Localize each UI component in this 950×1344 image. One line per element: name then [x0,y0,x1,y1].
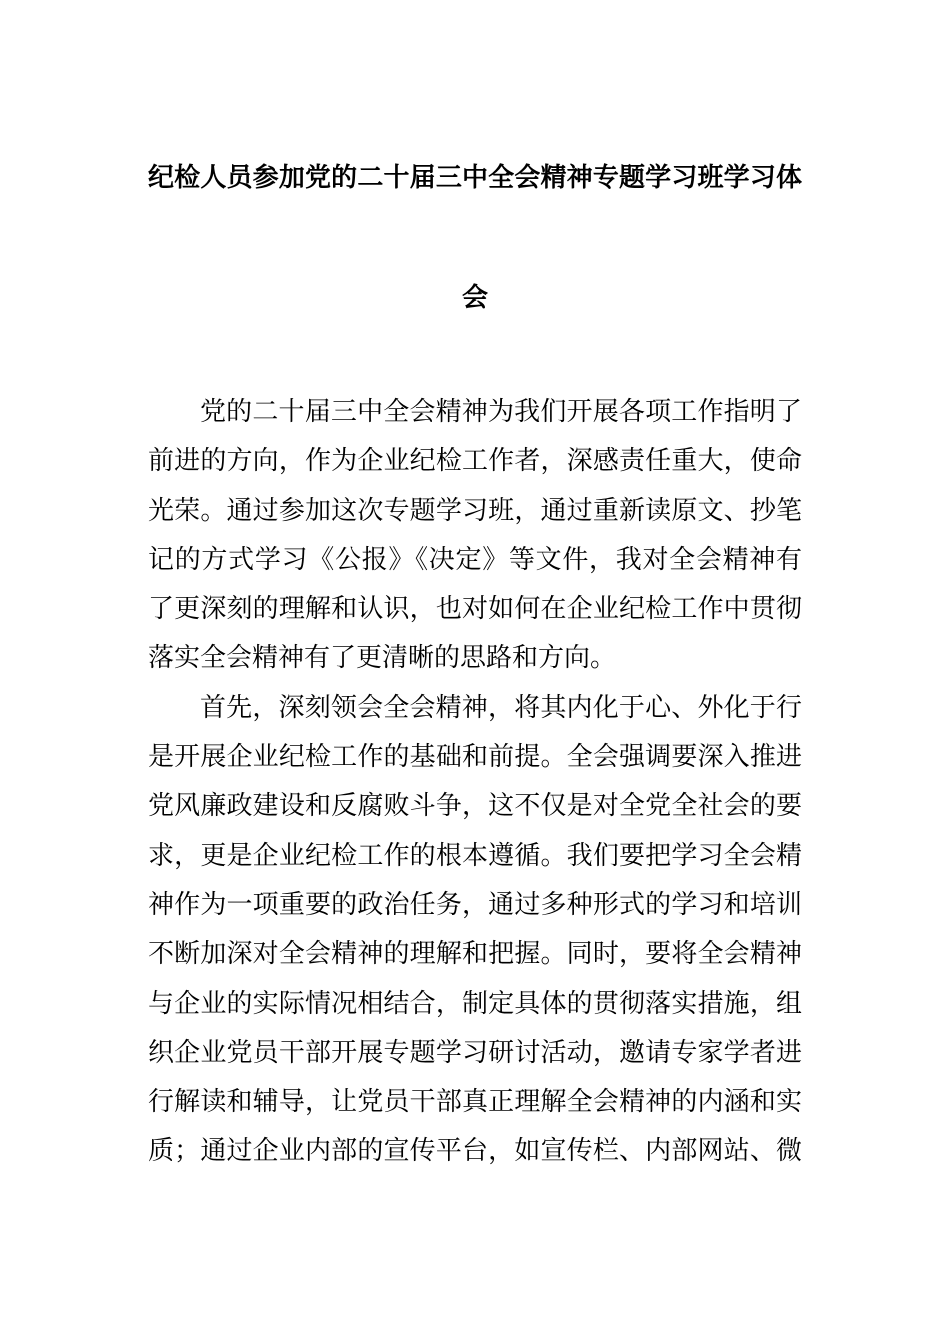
paragraph-line: 与企业的实际情况相结合，制定具体的贯彻落实措施，组 [148,988,802,1019]
paragraph-line: 求，更是企业纪检工作的根本遵循。我们要把学习全会精 [148,840,802,871]
paragraph-line: 记的方式学习《公报》《决定》等文件，我对全会精神有 [148,544,802,575]
paragraph-line: 质；通过企业内部的宣传平台，如宣传栏、内部网站、微 [148,1136,802,1167]
paragraph-line: 党的二十届三中全会精神为我们开展各项工作指明了 [200,397,802,427]
paragraph-1 [148,388,802,684]
paragraph-line: 了更深刻的理解和认识，也对如何在企业纪检工作中贯彻 [148,594,802,625]
document-title-line-2: 会 [461,283,488,313]
paragraph-line: 不断加深对全会精神的理解和把握。同时，要将全会精神 [148,939,802,970]
paragraph-line: 织企业党员干部开展专题学习研讨活动，邀请专家学者进 [148,1037,802,1068]
paragraph-line: 行解读和辅导，让党员干部真正理解全会精神的内涵和实 [148,1087,802,1118]
paragraph-line: 党风廉政建设和反腐败斗争，这不仅是对全党全社会的要 [148,791,802,822]
paragraph-line: 首先，深刻领会全会精神，将其内化于心、外化于行 [200,692,802,723]
document-body [148,388,802,1177]
paragraph-line: 前进的方向，作为企业纪检工作者，深感责任重大，使命 [148,446,802,477]
paragraph-line: 神作为一项重要的政治任务，通过多种形式的学习和培训 [148,889,802,920]
document-title-line-1: 纪检人员参加党的二十届三中全会精神专题学习班学习体 [148,163,802,193]
paragraph-line: 光荣。通过参加这次专题学习班，通过重新读原文、抄笔 [148,495,802,526]
paragraph-line: 是开展企业纪检工作的基础和前提。全会强调要深入推进 [148,742,802,773]
paragraph-2 [148,684,802,1177]
paragraph-line: 落实全会精神有了更清晰的思路和方向。 [148,643,617,674]
